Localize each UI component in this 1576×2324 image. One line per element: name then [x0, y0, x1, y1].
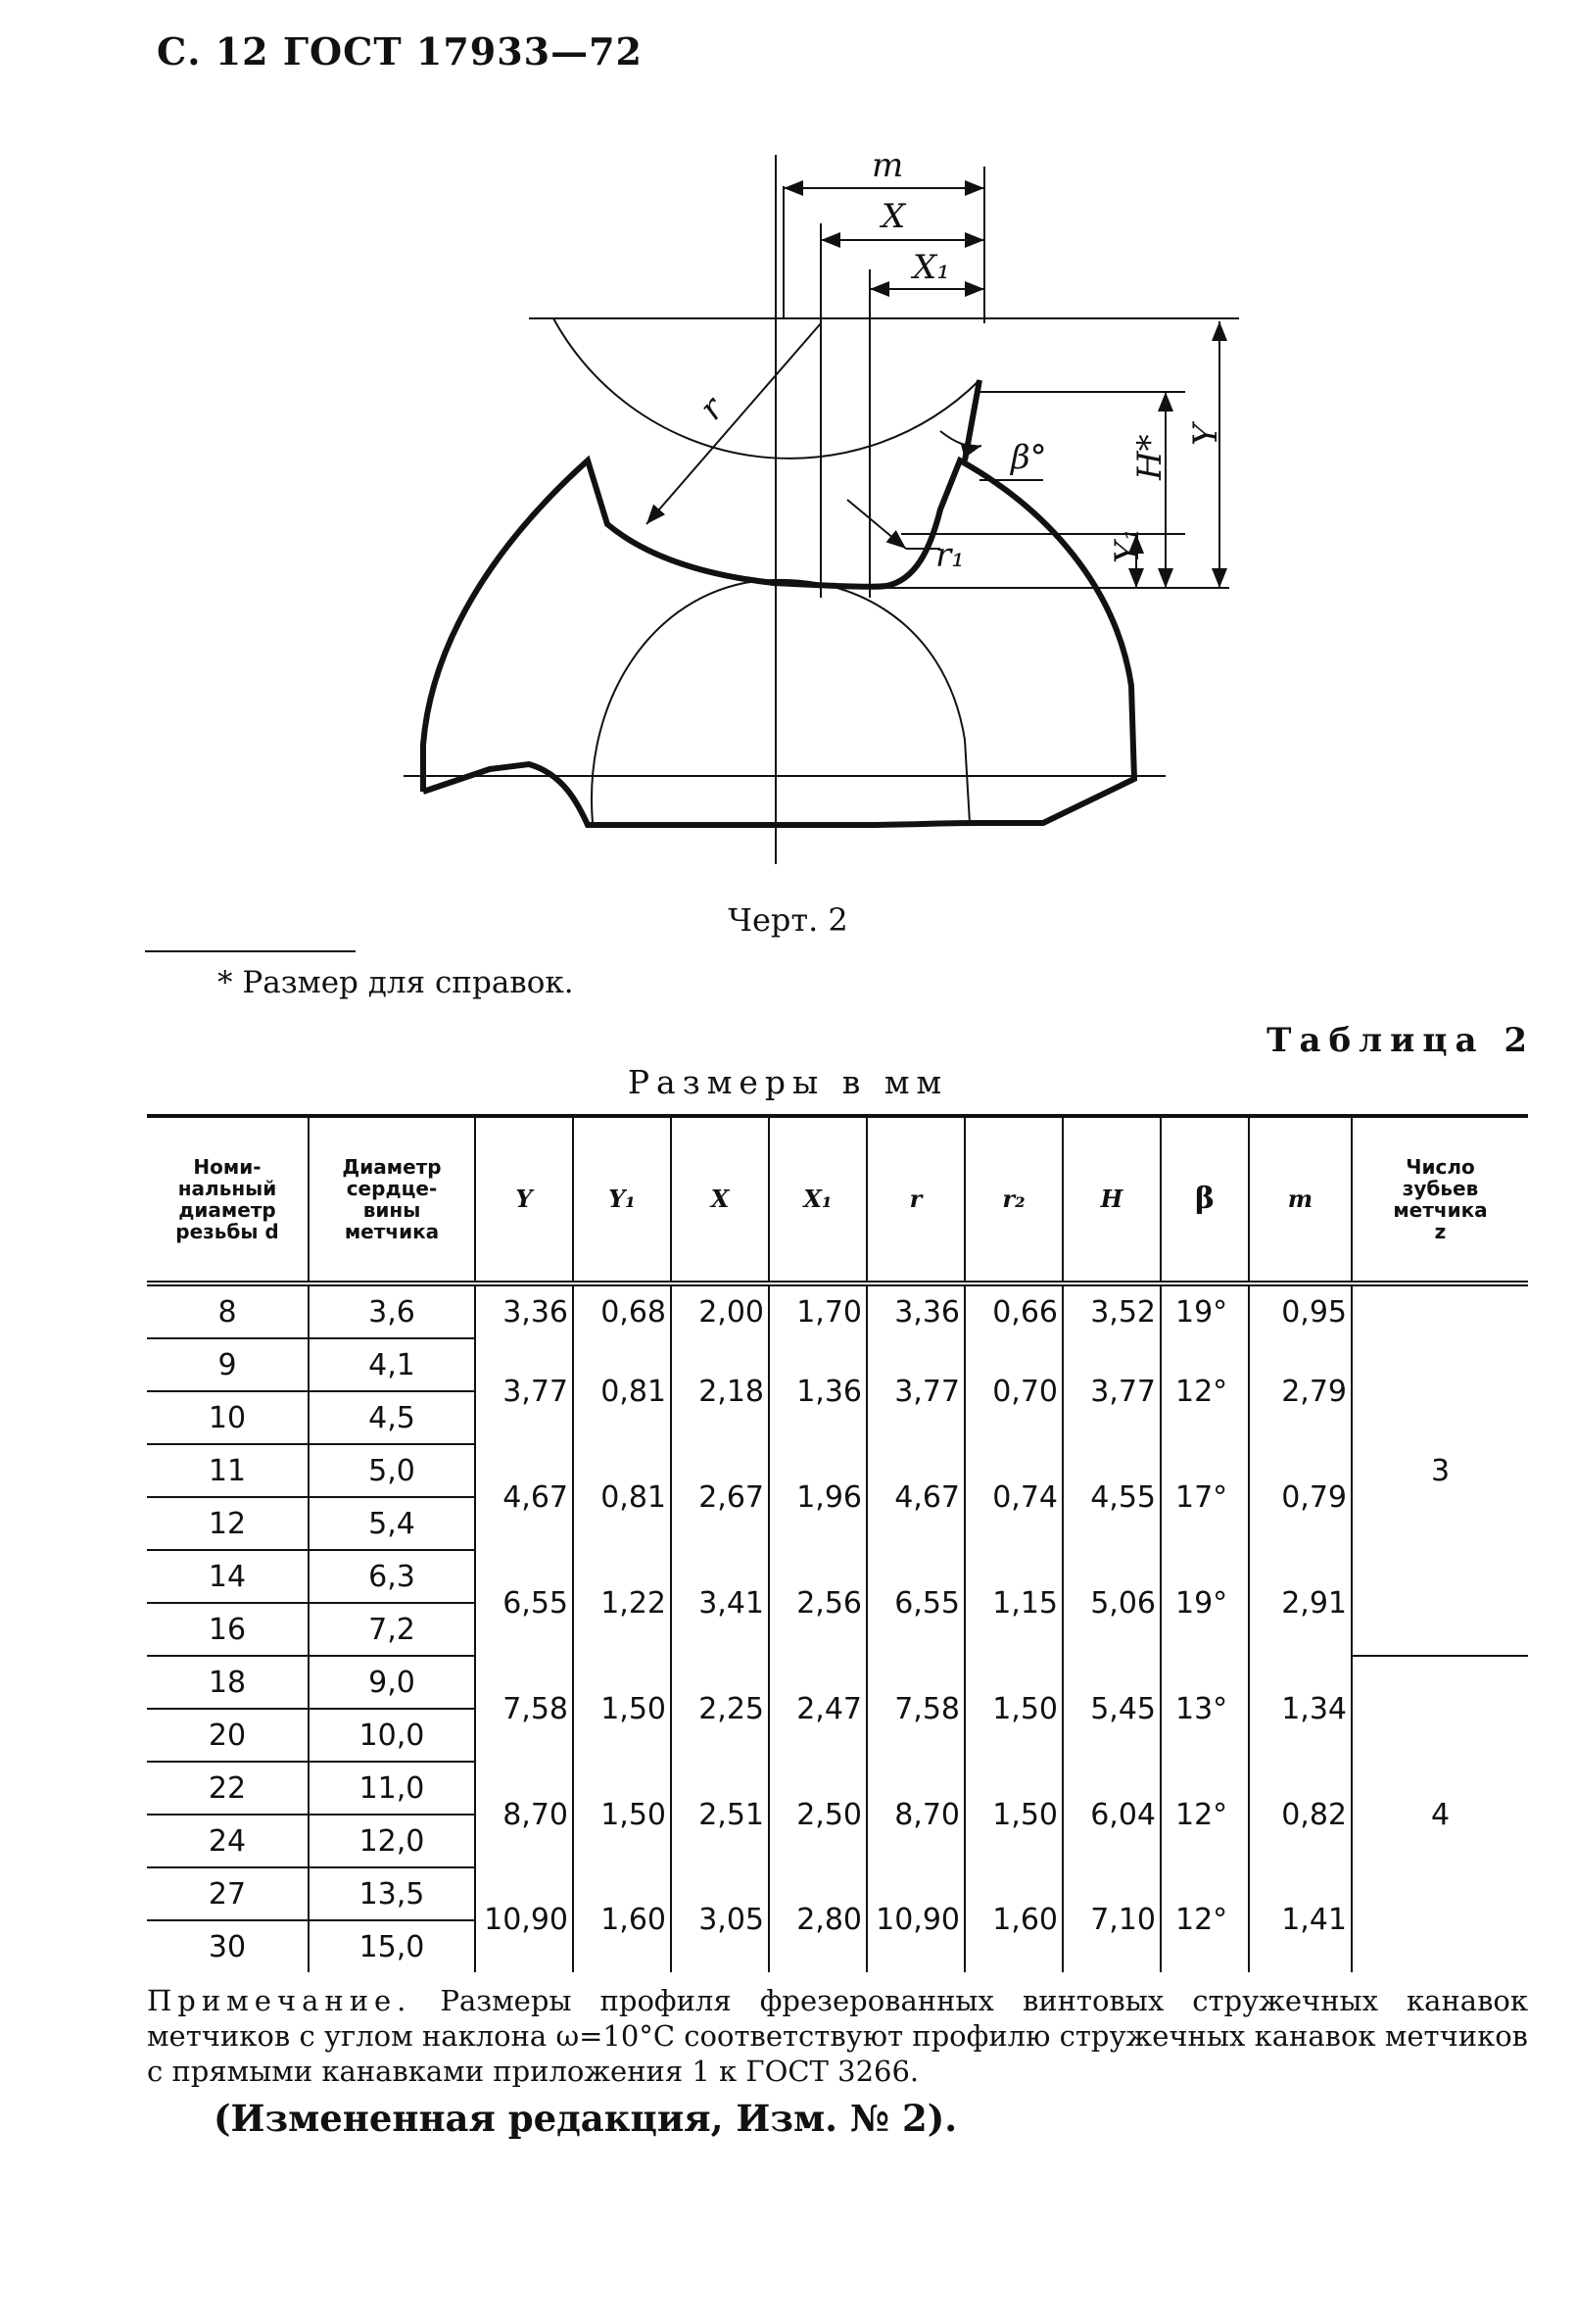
table-row [147, 1444, 1528, 1497]
cell-core-diameter: 9,0 [309, 1656, 475, 1709]
table-row [147, 1867, 1528, 1920]
table-row [147, 1338, 1528, 1391]
label-x: X [882, 197, 906, 236]
cell-r: 6,55 [867, 1550, 965, 1656]
cell-r: 7,58 [867, 1656, 965, 1762]
cell-y: 10,90 [475, 1867, 573, 1972]
page-header: С. 12 ГОСТ 17933—72 [157, 29, 643, 73]
col-header-x1: X₁ [769, 1116, 867, 1283]
cell-d: 10 [147, 1391, 309, 1444]
label-h: H* [1130, 434, 1170, 480]
cell-d: 11 [147, 1444, 309, 1497]
cell-x: 3,05 [671, 1867, 769, 1972]
cell-y: 8,70 [475, 1762, 573, 1867]
table-label: Таблица 2 [1266, 1021, 1535, 1060]
label-y: Y [1186, 423, 1225, 446]
cell-beta: 13° [1161, 1656, 1249, 1762]
cutter-arc [553, 318, 979, 459]
cell-y1: 0,68 [573, 1283, 671, 1338]
cell-r: 3,36 [867, 1283, 965, 1338]
col-header-m: m [1249, 1116, 1352, 1283]
cell-x1: 2,47 [769, 1656, 867, 1762]
note-text: Размеры профиля фрезерованных винтовых стружечных канавок метчиков с углом наклона ω=10°С соответствуют профилю стружечных канавок метчиков с прямыми канавками приложения 1 к ГОСТ 3266. [147, 1984, 1528, 2088]
table-row [147, 1550, 1528, 1603]
col-header-y: Y [475, 1116, 573, 1283]
cell-m: 2,91 [1249, 1550, 1352, 1656]
cell-beta: 12° [1161, 1762, 1249, 1867]
cell-y: 7,58 [475, 1656, 573, 1762]
cell-core-diameter: 10,0 [309, 1709, 475, 1762]
cell-y: 3,36 [475, 1283, 573, 1338]
label-x1: X₁ [913, 248, 950, 287]
cell-h: 5,45 [1063, 1656, 1161, 1762]
label-beta: β° [1011, 438, 1047, 477]
col-header-d: Номи- нальный диаметр резьбы d [147, 1116, 309, 1283]
note-label: Примечание. [147, 1984, 412, 2017]
dim-beta [940, 431, 981, 447]
cell-m: 0,95 [1249, 1283, 1352, 1338]
col-header-beta: β [1161, 1116, 1249, 1283]
label-y1: Y₁ [1108, 527, 1147, 563]
table-row [147, 1656, 1528, 1709]
cell-core-diameter: 7,2 [309, 1603, 475, 1656]
cell-x1: 2,56 [769, 1550, 867, 1656]
dim-r [646, 323, 821, 524]
cell-beta: 19° [1161, 1550, 1249, 1656]
drawing-caption: Черт. 2 [728, 901, 848, 939]
dimension-table [147, 1114, 1528, 1972]
cell-d: 18 [147, 1656, 309, 1709]
cell-core-diameter: 13,5 [309, 1867, 475, 1920]
tap-profile [423, 460, 1134, 825]
cell-core-diameter: 6,3 [309, 1550, 475, 1603]
cell-core-diameter: 3,6 [309, 1283, 475, 1338]
cell-core-diameter: 5,0 [309, 1444, 475, 1497]
col-header-core: Диаметр сердце- вины метчика [309, 1116, 475, 1283]
cell-beta: 12° [1161, 1867, 1249, 1972]
col-header-r2: r₂ [965, 1116, 1063, 1283]
cell-r2: 0,70 [965, 1338, 1063, 1444]
cell-y1: 1,50 [573, 1656, 671, 1762]
col-header-x: X [671, 1116, 769, 1283]
cell-h: 7,10 [1063, 1867, 1161, 1972]
cell-x: 2,18 [671, 1338, 769, 1444]
cell-y: 4,67 [475, 1444, 573, 1550]
table-header-row [147, 1116, 1528, 1283]
cell-y1: 1,50 [573, 1762, 671, 1867]
cell-core-diameter: 11,0 [309, 1762, 475, 1815]
cell-x: 2,51 [671, 1762, 769, 1867]
cell-x1: 2,80 [769, 1867, 867, 1972]
cell-m: 0,82 [1249, 1762, 1352, 1867]
cell-m: 1,41 [1249, 1867, 1352, 1972]
cell-beta: 19° [1161, 1283, 1249, 1338]
revision-note: (Измененная редакция, Изм. № 2). [214, 2097, 958, 2140]
cell-d: 20 [147, 1709, 309, 1762]
label-r: r [692, 389, 732, 428]
cell-y: 3,77 [475, 1338, 573, 1444]
table-note [147, 1983, 1528, 2089]
cell-r2: 0,74 [965, 1444, 1063, 1550]
cell-h: 3,77 [1063, 1338, 1161, 1444]
drawing-chert-2 [0, 0, 1576, 882]
cell-d: 16 [147, 1603, 309, 1656]
cell-z: 4 [1352, 1656, 1528, 1972]
cell-r2: 1,60 [965, 1867, 1063, 1972]
col-header-h: H [1063, 1116, 1161, 1283]
cell-x1: 2,50 [769, 1762, 867, 1867]
cell-d: 9 [147, 1338, 309, 1391]
cell-r2: 1,50 [965, 1762, 1063, 1867]
cell-h: 6,04 [1063, 1762, 1161, 1867]
cell-r: 8,70 [867, 1762, 965, 1867]
table-units: Размеры в мм [627, 1063, 949, 1101]
cell-h: 4,55 [1063, 1444, 1161, 1550]
cell-x: 2,00 [671, 1283, 769, 1338]
cell-r2: 1,15 [965, 1550, 1063, 1656]
cell-r2: 1,50 [965, 1656, 1063, 1762]
cell-x: 3,41 [671, 1550, 769, 1656]
col-header-z: Число зубьев метчика z [1352, 1116, 1528, 1283]
table-row [147, 1283, 1528, 1338]
cell-d: 30 [208, 1929, 247, 1964]
cell-beta: 12° [1161, 1338, 1249, 1444]
dim-r1 [847, 500, 906, 549]
table-row [147, 1762, 1528, 1815]
cell-m: 1,34 [1249, 1656, 1352, 1762]
cell-core-diameter: 4,5 [309, 1391, 475, 1444]
cell-x1: 1,36 [769, 1338, 867, 1444]
col-header-y1: Y₁ [573, 1116, 671, 1283]
cell-y1: 1,22 [573, 1550, 671, 1656]
cell-r: 3,77 [867, 1338, 965, 1444]
cell-h: 5,06 [1063, 1550, 1161, 1656]
cell-x: 2,25 [671, 1656, 769, 1762]
cell-r: 10,90 [867, 1867, 965, 1972]
cell-r: 4,67 [867, 1444, 965, 1550]
cell-x: 2,67 [671, 1444, 769, 1550]
cell-d: 8 [147, 1283, 309, 1338]
cell-x1: 1,70 [769, 1283, 867, 1338]
cell-d: 24 [147, 1815, 309, 1867]
cell-y1: 0,81 [573, 1444, 671, 1550]
cell-r2: 0,66 [965, 1283, 1063, 1338]
cell-y: 6,55 [475, 1550, 573, 1656]
cell-d: 12 [147, 1497, 309, 1550]
cell-x1: 1,96 [769, 1444, 867, 1550]
cell-core-diameter: 5,4 [309, 1497, 475, 1550]
cell-core-diameter: 15,0 [309, 1920, 475, 1972]
cell-d: 27 [147, 1867, 309, 1920]
cell-core-diameter: 12,0 [309, 1815, 475, 1867]
footnote-rule [145, 950, 356, 952]
cell-d: 22 [147, 1762, 309, 1815]
label-r1: r₁ [935, 536, 965, 575]
col-header-r: r [867, 1116, 965, 1283]
cell-beta: 17° [1161, 1444, 1249, 1550]
label-m: m [872, 146, 904, 185]
cell-h: 3,52 [1063, 1283, 1161, 1338]
cell-z: 3 [1352, 1283, 1528, 1656]
cell-d: 14 [147, 1550, 309, 1603]
cell-y1: 1,60 [573, 1867, 671, 1972]
cell-m: 2,79 [1249, 1338, 1352, 1444]
cell-m: 0,79 [1249, 1444, 1352, 1550]
cell-core-diameter: 4,1 [309, 1338, 475, 1391]
cell-y1: 0,81 [573, 1338, 671, 1444]
core-circle [592, 580, 970, 823]
footnote: * Размер для справок. [217, 965, 574, 1000]
